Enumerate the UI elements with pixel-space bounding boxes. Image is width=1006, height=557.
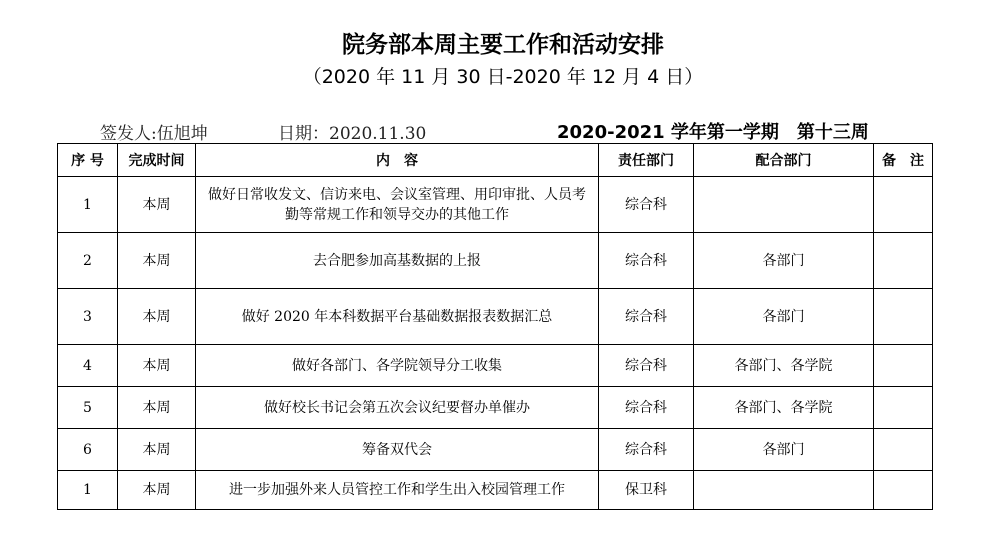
table-row (58, 177, 933, 233)
cell-coop (694, 177, 874, 233)
table-header-row (58, 144, 933, 177)
table-row (58, 345, 933, 387)
cell-content: 做好日常收发文、信访来电、会议室管理、用印审批、人员考勤等常规工作和领导交办的其他工作 (196, 177, 599, 233)
cell-time: 本周 (118, 289, 196, 345)
table-row (58, 429, 933, 471)
column-header-coop: 配合部门 (694, 144, 874, 177)
schedule-table (57, 143, 933, 510)
cell-dept: 综合科 (599, 233, 694, 289)
cell-no: 4 (58, 345, 118, 387)
cell-no: 1 (58, 177, 118, 233)
cell-time: 本周 (118, 471, 196, 510)
issue-date: 日期：2020.11.30 (278, 124, 427, 144)
cell-time: 本周 (118, 345, 196, 387)
column-header-dept: 责任部门 (599, 144, 694, 177)
table-row (58, 233, 933, 289)
cell-content: 做好各部门、各学院领导分工收集 (196, 345, 599, 387)
cell-note (874, 345, 933, 387)
cell-note (874, 387, 933, 429)
cell-content: 做好 2020 年本科数据平台基础数据报表数据汇总 (196, 289, 599, 345)
cell-no: 3 (58, 289, 118, 345)
date-range: （2020 年 11 月 30 日-2020 年 12 月 4 日） (302, 66, 704, 88)
cell-content: 做好校长书记会第五次会议纪要督办单催办 (196, 387, 599, 429)
term-week: 2020-2021 学年第一学期 第十三周 (557, 122, 869, 143)
cell-note (874, 177, 933, 233)
cell-coop: 各部门、各学院 (694, 345, 874, 387)
cell-dept: 综合科 (599, 429, 694, 471)
cell-no: 1 (58, 471, 118, 510)
cell-coop: 各部门、各学院 (694, 387, 874, 429)
cell-note (874, 471, 933, 510)
cell-dept: 综合科 (599, 177, 694, 233)
table-row (58, 387, 933, 429)
column-header-note: 备 注 (874, 144, 933, 177)
cell-note (874, 429, 933, 471)
table-row (58, 471, 933, 510)
cell-time: 本周 (118, 177, 196, 233)
cell-content: 筹备双代会 (196, 429, 599, 471)
cell-dept: 保卫科 (599, 471, 694, 510)
cell-no: 2 (58, 233, 118, 289)
column-header-no: 序 号 (58, 144, 118, 177)
cell-dept: 综合科 (599, 345, 694, 387)
cell-note (874, 233, 933, 289)
column-header-content: 内 容 (196, 144, 599, 177)
cell-time: 本周 (118, 233, 196, 289)
page-title: 院务部本周主要工作和活动安排 (342, 32, 664, 58)
cell-content: 进一步加强外来人员管控工作和学生出入校园管理工作 (196, 471, 599, 510)
cell-time: 本周 (118, 387, 196, 429)
signer: 签发人:伍旭坤 (100, 124, 208, 144)
cell-coop (694, 471, 874, 510)
cell-coop: 各部门 (694, 289, 874, 345)
cell-dept: 综合科 (599, 387, 694, 429)
cell-no: 5 (58, 387, 118, 429)
cell-note (874, 289, 933, 345)
cell-coop: 各部门 (694, 429, 874, 471)
table-row (58, 289, 933, 345)
cell-coop: 各部门 (694, 233, 874, 289)
cell-dept: 综合科 (599, 289, 694, 345)
cell-time: 本周 (118, 429, 196, 471)
cell-no: 6 (58, 429, 118, 471)
cell-content: 去合肥参加高基数据的上报 (196, 233, 599, 289)
column-header-time: 完成时间 (118, 144, 196, 177)
